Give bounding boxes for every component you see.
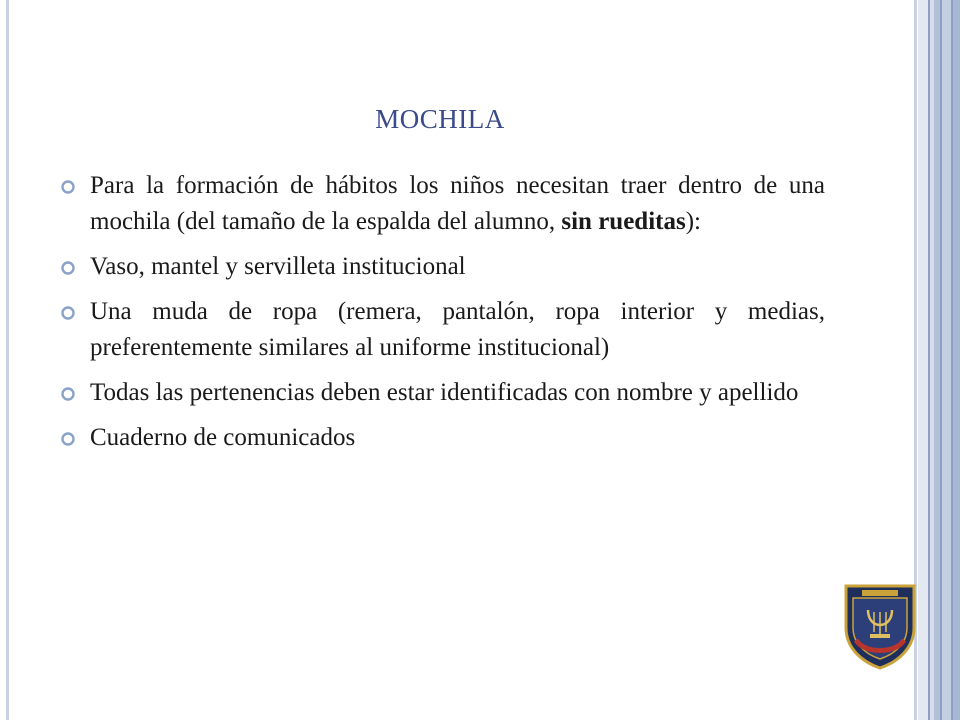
- bullet-ring-icon: [60, 386, 76, 402]
- bullet-text-end: ):: [685, 208, 701, 235]
- right-decorative-stripes: [914, 0, 960, 720]
- bullet-list: [60, 168, 825, 465]
- bullet-ring-icon: [60, 305, 76, 321]
- bullet-item: [60, 294, 825, 366]
- bullet-ring-icon: [60, 179, 76, 195]
- school-crest-icon: [842, 582, 918, 670]
- bullet-bold-text: sin rueditas: [561, 208, 686, 235]
- bullet-item: [60, 168, 825, 240]
- bullet-ring-icon: [60, 431, 76, 447]
- bullet-item: [60, 420, 825, 456]
- bullet-ring-icon: [60, 260, 76, 276]
- slide-title: MOCHILA: [375, 104, 505, 134]
- bullet-text: Todas las pertenencias deben estar identificadas con nombre y apellido: [90, 379, 799, 406]
- bullet-item: [60, 249, 825, 285]
- bullet-text: Cuaderno de comunicados: [90, 424, 356, 451]
- bullet-text: Una muda de ropa (remera, pantalón, ropa interior y medias, preferentemente similares al uniforme institucional): [90, 298, 825, 361]
- bullet-text: Para la formación de hábitos los niños necesitan traer dentro de una mochila (del tamaño de la espalda del alumno,: [90, 172, 825, 235]
- bullet-item: [60, 375, 825, 411]
- bullet-text: Vaso, mantel y servilleta institucional: [90, 253, 466, 280]
